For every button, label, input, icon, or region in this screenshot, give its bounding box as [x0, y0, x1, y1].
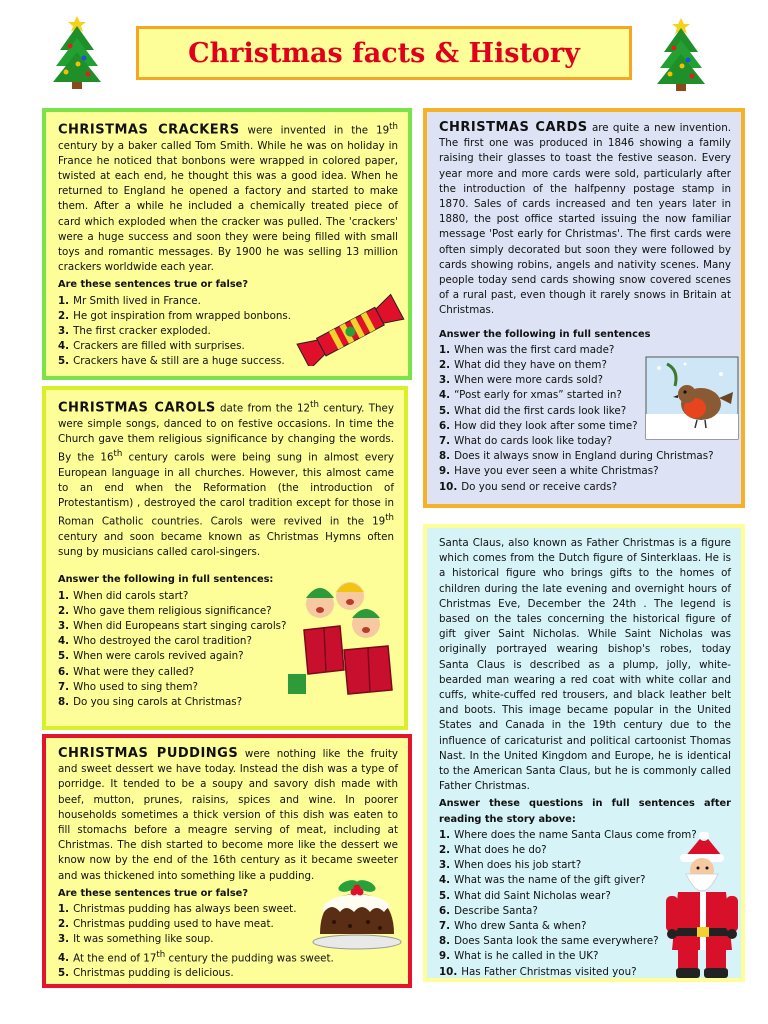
- carols-heading: CHRISTMAS CAROLS: [58, 400, 216, 416]
- santa-image: [664, 832, 740, 980]
- cards-question-title: Answer the following in full sentences: [439, 328, 651, 340]
- list-item: 6. How did they look after some time?: [439, 419, 638, 432]
- list-item: 4. At the end of 17th century the pudding was sweet.: [58, 949, 334, 965]
- crackers-intro: were invented in the 19: [247, 124, 390, 137]
- carols-text-3: century and soon became known as Christmas Hymns often sung by musicians called carol-singers.: [58, 530, 394, 559]
- pudding-question-title: Are these sentences true or false?: [58, 887, 249, 899]
- carols-question-title: Answer the following in full sentences:: [58, 574, 274, 586]
- carols-text-1-sup: th: [113, 449, 123, 460]
- cards-heading: CHRISTMAS CARDS: [439, 120, 588, 135]
- pudding-image: [310, 874, 404, 950]
- list-item: 1. When was the first card made?: [439, 343, 615, 356]
- list-item: 6. What were they called?: [58, 665, 195, 678]
- list-item: 5. What did the first cards look like?: [439, 404, 627, 417]
- carols-intro-sup: th: [310, 400, 319, 410]
- list-item: 5. When were carols revived again?: [58, 650, 244, 663]
- carols-text-2-sup: th: [385, 513, 394, 524]
- list-item: 8. Do you sing carols at Christmas?: [58, 695, 243, 708]
- pudding-text: and sweet dessert we have today. Instead the dish was a type of porridge. It tended to be a soupy and savory dish made with beef, mutton, prunes, raisins, spices and wine. In poorer households sometimes a thick version of this dish was eaten to fill stomachs before a meagre serving of meat, including at Christmas. The dish started to become more like the dessert we know now by the end of the 16th century as it became sweeter and was thickened into something like a pudding.: [58, 763, 398, 882]
- list-item: 2. What does he do?: [439, 844, 547, 857]
- carol-singers-image: [284, 574, 402, 700]
- crackers-intro-sup: th: [389, 122, 398, 132]
- carols-text-2: century carols were being sung in almost every European language in all churches. However, this almost came to an end when the Reformation (the introduction of Protestantism) , destroyed the carol tradition except for those in Roman Catholic countries. Carols were revived in the 19: [58, 451, 394, 528]
- list-item: 4. What was the name of the gift giver?: [439, 874, 646, 887]
- list-item: 3. When does his job start?: [439, 859, 582, 872]
- santa-text: Santa Claus, also known as Father Christmas is a figure which comes from the Dutch figure of Sinterklaas. He is a historical figure who brings gifts to the homes of children during the late evening and overnight hours of Christmas Eve, December the 24th . The legend is based on the tales concerning the historical figure of gift giver Saint Nicholas. While Saint Nicholas was originally portrayed wearing bishop's robes, today Santa Claus is described as a plump, jolly, white-bearded man wearing a red coat with white collar and cuffs, white-cuffed red trousers, and black leather belt and boots. This image became popular in the United States and Canada in the 19th century due to the influence of caricaturist and political cartoonist Thomas Nast. In the United Kingdom and Europe, he is identical to the American Santa Claus, but he is commonly called Father Christmas.: [439, 537, 731, 793]
- list-item: 1. Where does the name Santa Claus come from?: [439, 828, 697, 841]
- crackers-paragraph: [58, 120, 398, 275]
- cards-panel: [423, 108, 745, 508]
- list-item: 5. Crackers have & still are a huge success.: [58, 355, 285, 368]
- list-item: 2. Who gave them religious significance?: [58, 604, 272, 617]
- list-item: 4. Crackers are filled with surprises.: [58, 340, 245, 353]
- list-item: 1. Mr Smith lived in France.: [58, 294, 201, 307]
- crackers-question-title: Are these sentences true or false?: [58, 279, 249, 291]
- list-item: 3. When did Europeans start singing carols?: [58, 619, 287, 632]
- list-item: 9. What is he called in the UK?: [439, 950, 599, 963]
- list-item: 10. Has Father Christmas visited you?: [439, 965, 637, 978]
- santa-question-title: Answer these questions in full sentences after reading the story above:: [439, 798, 731, 825]
- cards-paragraph: [439, 120, 731, 319]
- crackers-heading: CHRISTMAS CRACKERS: [58, 122, 240, 138]
- pudding-heading: CHRISTMAS PUDDINGS: [58, 746, 239, 761]
- crackers-text: century by a baker called Tom Smith. While he was on holiday in France he noticed that bonbons were wrapped in colored paper, twisted at each end, he thought this was a good idea. When he returned to England he opened a factory and started to make them. After a while he included a chemically treated piece of card which exploded when the cracker was pulled. The 'crackers' were a huge success and soon they were being filled with small toys and romantic messages. By 1900 he was selling 13 million crackers worldwide each year.: [58, 139, 398, 274]
- list-item: 5. Christmas pudding is delicious.: [58, 967, 234, 980]
- list-item: 8. Does Santa look the same everywhere?: [439, 935, 659, 948]
- christmas-tree-right: [654, 12, 708, 92]
- list-item: 8. Does it always snow in England during Christmas?: [439, 450, 714, 463]
- list-item: 6. Describe Santa?: [439, 904, 538, 917]
- carols-intro: date from the 12: [220, 402, 311, 415]
- pudding-paragraph: [58, 746, 398, 884]
- list-item: 1. Christmas pudding has always been sweet.: [58, 903, 297, 916]
- list-item: 3. The first cracker exploded.: [58, 325, 211, 338]
- christmas-tree-left: [50, 10, 104, 90]
- title-banner: [136, 26, 632, 80]
- list-item: 4. Who destroyed the carol tradition?: [58, 635, 252, 648]
- carols-intro-post: century.: [318, 402, 365, 415]
- list-item: 4. “Post early for xmas” started in?: [439, 389, 622, 402]
- list-item: 2. Christmas pudding used to have meat.: [58, 918, 274, 931]
- list-item: 2. What did they have on them?: [439, 359, 607, 372]
- cards-text: are quite a new invention. The first one was produced in 1846 showing a family raising their glasses to toast the festive season. Every year more and more cards were sold, particularly after the introduction of the halfpenny postage stamp in 1870. Sales of cards increased and ten years later in 1880, the post office started issuing the now familiar message 'Post early for Christmas'. The first cards were often simply decorated but soon they were followed by cards showing robins, angels and nativity scenes. Many people today send cards showing snow covered scenes of a rural past, even though it rarely snows in Britain at Christmas.: [439, 122, 731, 317]
- list-item: 7. Who drew Santa & when?: [439, 920, 587, 933]
- list-item: 3. When were more cards sold?: [439, 374, 603, 387]
- pudding-intro: were nothing like the fruity: [244, 748, 398, 760]
- list-item: 3. It was something like soup.: [58, 933, 214, 946]
- list-item: 2. He got inspiration from wrapped bonbons.: [58, 309, 292, 322]
- list-item: 7. What do cards look like today?: [439, 435, 613, 448]
- list-item: 10. Do you send or receive cards?: [439, 480, 618, 493]
- carols-text-1: They were simple songs, danced to on festive occasions. In time the Church gave them religious significance by changing the words. By the 16: [58, 402, 394, 464]
- list-item: 1. When did carols start?: [58, 589, 189, 602]
- page-title: Christmas facts & History: [188, 37, 580, 69]
- carols-paragraph: [58, 398, 394, 560]
- robin-card-image: [645, 356, 739, 440]
- cracker-image: [290, 292, 408, 366]
- list-item: 9. Have you ever seen a white Christmas?: [439, 465, 659, 478]
- list-item: 7. Who used to sing them?: [58, 680, 198, 693]
- list-item: 5. What did Saint Nicholas wear?: [439, 889, 611, 902]
